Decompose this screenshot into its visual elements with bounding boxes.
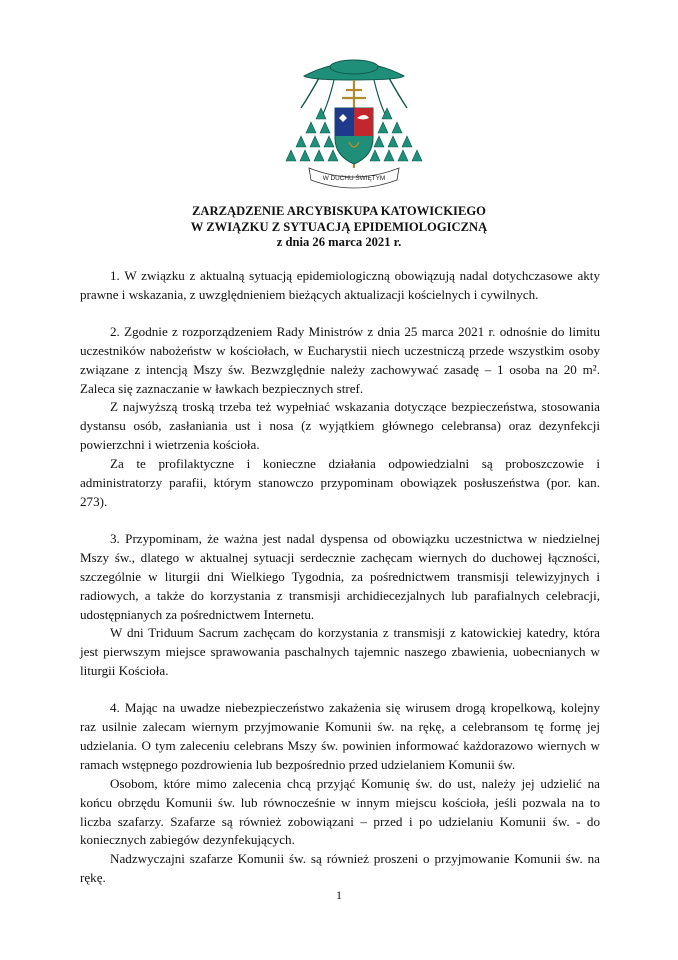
- title-date: z dnia 26 marca 2021 r.: [276, 235, 402, 249]
- title-line-2: W ZWIĄZKU Z SYTUACJĄ EPIDEMIOLOGICZNĄ: [190, 219, 488, 234]
- paragraph-1: 1. W związku z aktualną sytuacją epidemiologiczną obowiązują nadal dotychczasowe akty prawne i wskazania, z uwzględnieniem bieżących aktualizacji kościelnych i cywilnych.: [80, 268, 600, 302]
- paragraph-4: 4. Mając na uwadze niebezpieczeństwo zakażenia się wirusem drogą kropelkową, kolejny raz usilnie zalecam wiernym przyjmowanie Komunii św. na rękę, a celebransom tę formę jej udzielania. O tym zaleceniu celebrans Mszy św. powinien informować każdorazowo wiernych w ramach wstępnego pozdrowienia lub bezpośrednio przed udzielaniem Komunii św.: [80, 700, 600, 772]
- paragraph-3b: W dni Triduum Sacrum zachęcam do korzystania z transmisji z katowickiej katedry, która jest pierwszym miejsce sprawowania paschalnych tajemnic naszego zbawienia, uobecnianych w liturgii Kościoła.: [80, 625, 600, 679]
- paragraph-4c: Nadzwyczajni szafarze Komunii św. są również proszeni o przyjmowanie Komunii św. na rękę.: [80, 851, 600, 886]
- document-title: [0, 204, 678, 251]
- paragraph-3: 3. Przypominam, że ważna jest nadal dyspensa od obowiązku uczestnictwa w niedzielnej Mszy św., dlatego w aktualnej sytuacji serdecznie zachęcam wiernych do duchowej łączności, szczególnie w liturgii dni Wielkiego Tygodnia, za pośrednictwem transmisji telewizyjnych i radiowych, a także do korzystania z transmisji archidiecezjalnych lub parafialnych celebracji, udostępnianych za pośrednictwem Internetu.: [80, 530, 600, 622]
- motto-text: W DUCHU ŚWIĘTYM: [322, 175, 386, 182]
- title-line-1: ZARZĄDZENIE ARCYBISKUPA KATOWICKIEGO: [192, 204, 486, 218]
- right-tassels: [370, 108, 422, 161]
- document-body: [80, 267, 600, 888]
- paragraph-2: 2. Zgodnie z rozporządzeniem Rady Ministrów z dnia 25 marca 2021 r. odnośnie do limitu uczestników nabożeństw w kościołach, w Eucharystii niech uczestniczą przede wszystkim osoby związane z intencją Mszy św. Bezwzględnie należy zachowywać zasadę – 1 osoba na 20 m². Zaleca się zaznaczanie w ławkach bezpiecznych stref.: [80, 323, 600, 396]
- paragraph-2c: Za te profilaktyczne i konieczne działania odpowiedzialni są proboszczowie i administratorzy parafii, którym stanowczo przypominam obowiązek posłuszeństwa (por. kan. 273).: [80, 456, 600, 509]
- left-tassels: [286, 108, 338, 161]
- page-number: 1: [336, 888, 342, 902]
- archbishop-coat-of-arms: [279, 56, 429, 196]
- paragraph-4b: Osobom, które mimo zalecenia chcą przyjąć Komunię św. do ust, należy jej udzielić na końcu obrzędu Komunii św. lub równocześnie w innym miejscu kościoła, jeśli pozwala na to liczba szafarzy. Szafarze są również zobowiązani – przed i po udzielaniu Komunii św. - do koniecznych zabiegów dezynfekujących.: [80, 775, 600, 848]
- shield: [335, 108, 373, 164]
- paragraph-2b: Z najwyższą troską trzeba też wypełniać wskazania dotyczące bezpieczeństwa, stosowania dystansu osób, zasłaniania ust i nosa (z wyjątkiem głównego celebransa) oraz dezynfekcji powierzchni i wietrzenia kościoła.: [80, 399, 600, 453]
